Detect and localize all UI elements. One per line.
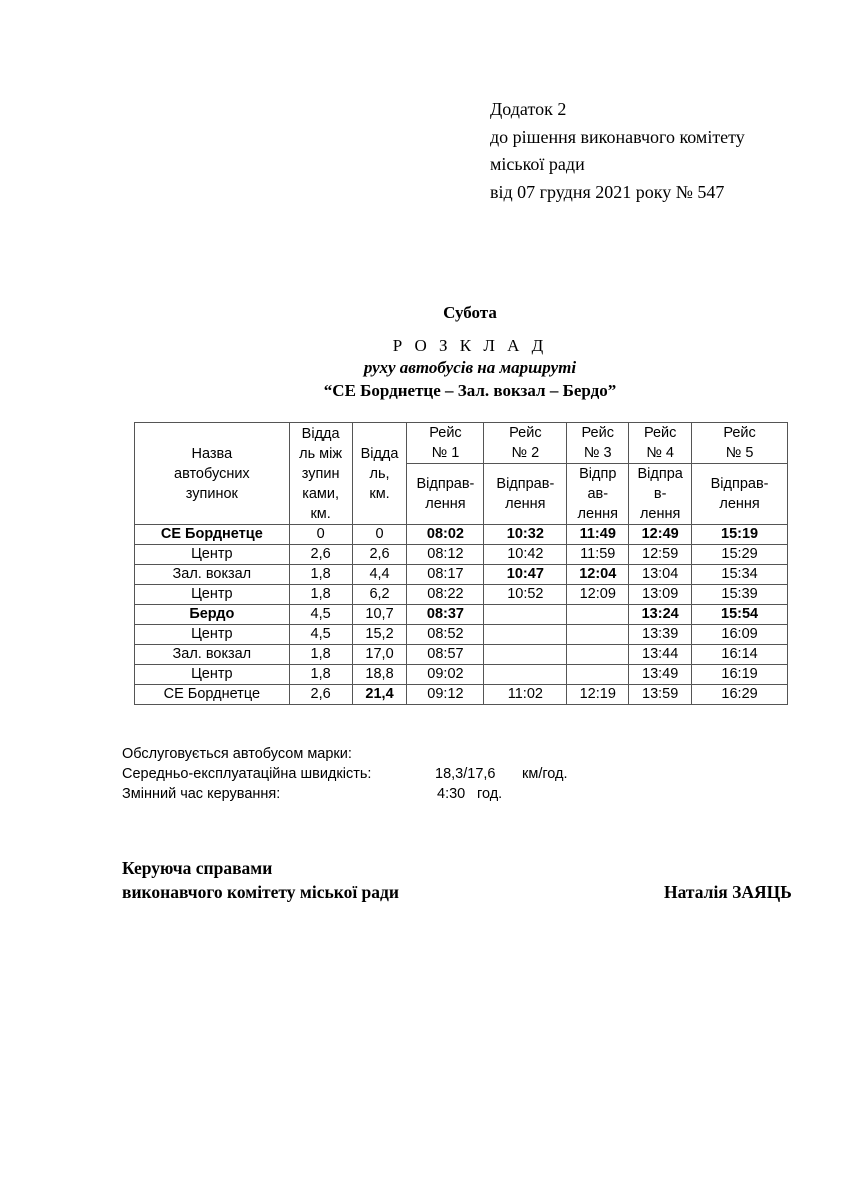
departure-time: 08:57 bbox=[407, 645, 484, 665]
route-name: “СЕ Борднетце – Зал. вокзал – Бердо” bbox=[323, 381, 617, 400]
bus-brand-row bbox=[122, 744, 371, 764]
header-trip-5: Рейс № 5 bbox=[692, 423, 788, 464]
departure-time: 15:19 bbox=[692, 525, 788, 545]
departure-time bbox=[484, 645, 567, 665]
departure-time: 13:04 bbox=[629, 565, 692, 585]
distance-total: 2,6 bbox=[352, 545, 407, 565]
header-distance-between: Відда ль між зупин ками, км. bbox=[289, 423, 352, 525]
departure-time bbox=[567, 625, 629, 645]
distance-total: 17,0 bbox=[352, 645, 407, 665]
departure-time bbox=[484, 625, 567, 645]
distance-between: 1,8 bbox=[289, 665, 352, 685]
distance-total: 6,2 bbox=[352, 585, 407, 605]
departure-time: 15:29 bbox=[692, 545, 788, 565]
distance-between: 1,8 bbox=[289, 565, 352, 585]
departure-time: 15:39 bbox=[692, 585, 788, 605]
departure-time: 13:44 bbox=[629, 645, 692, 665]
departure-time bbox=[484, 665, 567, 685]
speed-row bbox=[122, 764, 568, 784]
distance-total: 4,4 bbox=[352, 565, 407, 585]
shift-value: 4:30 bbox=[437, 786, 466, 802]
header-departure-4: Відпра в- лення bbox=[629, 464, 692, 525]
departure-time: 08:52 bbox=[407, 625, 484, 645]
schedule-subtitle: руху автобусів на маршруті bbox=[363, 358, 577, 377]
departure-time: 10:52 bbox=[484, 585, 567, 605]
stop-name: Центр bbox=[135, 585, 290, 605]
departure-time: 16:14 bbox=[692, 645, 788, 665]
service-info bbox=[122, 744, 568, 804]
table-row bbox=[135, 625, 788, 645]
annex-council: міської ради bbox=[490, 154, 585, 174]
departure-time bbox=[567, 605, 629, 625]
departure-time: 10:32 bbox=[484, 525, 567, 545]
header-departure-3: Відпр ав- лення bbox=[567, 464, 629, 525]
distance-between: 4,5 bbox=[289, 605, 352, 625]
departure-time bbox=[567, 665, 629, 685]
stop-name: Центр bbox=[135, 665, 290, 685]
schedule-title: Р О З К Л А Д bbox=[392, 336, 548, 355]
departure-time: 08:22 bbox=[407, 585, 484, 605]
table-row bbox=[135, 605, 788, 625]
stop-name: Зал. вокзал bbox=[135, 645, 290, 665]
departure-time: 08:37 bbox=[407, 605, 484, 625]
departure-time: 10:47 bbox=[484, 565, 567, 585]
table-row bbox=[135, 685, 788, 705]
departure-time: 11:59 bbox=[567, 545, 629, 565]
departure-time: 08:02 bbox=[407, 525, 484, 545]
header-departure-1: Відправ- лення bbox=[407, 464, 484, 525]
departure-time: 12:09 bbox=[567, 585, 629, 605]
annex-decision: до рішення виконавчого комітету bbox=[490, 126, 745, 147]
header-departure-5: Відправ- лення bbox=[692, 464, 788, 525]
distance-between: 1,8 bbox=[289, 645, 352, 665]
day-title: Субота bbox=[443, 303, 497, 322]
table-row bbox=[135, 645, 788, 665]
departure-time: 12:59 bbox=[629, 545, 692, 565]
distance-between: 2,6 bbox=[289, 545, 352, 565]
table-row bbox=[135, 565, 788, 585]
departure-time bbox=[567, 645, 629, 665]
departure-time: 11:49 bbox=[567, 525, 629, 545]
distance-total: 0 bbox=[352, 525, 407, 545]
header-trip-3: Рейс № 3 bbox=[567, 423, 629, 464]
stop-name: СЕ Борднетце bbox=[135, 685, 290, 705]
speed-unit: км/год. bbox=[522, 766, 568, 782]
timetable bbox=[134, 422, 788, 705]
distance-total: 10,7 bbox=[352, 605, 407, 625]
departure-time: 09:02 bbox=[407, 665, 484, 685]
signature-organization: виконавчого комітету міської ради bbox=[122, 882, 399, 902]
departure-time: 15:34 bbox=[692, 565, 788, 585]
shift-unit: год. bbox=[477, 786, 503, 802]
distance-between: 2,6 bbox=[289, 685, 352, 705]
departure-time: 13:59 bbox=[629, 685, 692, 705]
header-stop-name: Назва автобусних зупинок bbox=[135, 423, 290, 525]
annex-block bbox=[490, 96, 745, 206]
annex-number: Додаток 2 bbox=[490, 99, 567, 119]
table-row bbox=[135, 525, 788, 545]
departure-time: 13:49 bbox=[629, 665, 692, 685]
shift-label: Змінний час керування: bbox=[122, 786, 281, 802]
distance-total: 18,8 bbox=[352, 665, 407, 685]
departure-time: 13:09 bbox=[629, 585, 692, 605]
departure-time bbox=[484, 605, 567, 625]
stop-name: Центр bbox=[135, 625, 290, 645]
table-row bbox=[135, 665, 788, 685]
distance-between: 4,5 bbox=[289, 625, 352, 645]
header-departure-2: Відправ- лення bbox=[484, 464, 567, 525]
distance-total: 15,2 bbox=[352, 625, 407, 645]
departure-time: 12:49 bbox=[629, 525, 692, 545]
departure-time: 11:02 bbox=[484, 685, 567, 705]
departure-time: 13:39 bbox=[629, 625, 692, 645]
speed-value: 18,3/17,6 bbox=[435, 766, 496, 782]
departure-time: 15:54 bbox=[692, 605, 788, 625]
stop-name: Зал. вокзал bbox=[135, 565, 290, 585]
departure-time: 12:04 bbox=[567, 565, 629, 585]
signature-position: Керуюча справами bbox=[122, 858, 273, 878]
distance-total: 21,4 bbox=[352, 685, 407, 705]
departure-time: 16:29 bbox=[692, 685, 788, 705]
distance-between: 1,8 bbox=[289, 585, 352, 605]
header-trip-4: Рейс № 4 bbox=[629, 423, 692, 464]
header-distance-total: Відда ль, км. bbox=[352, 423, 407, 525]
departure-time: 12:19 bbox=[567, 685, 629, 705]
stop-name: СЕ Борднетце bbox=[135, 525, 290, 545]
table-row bbox=[135, 585, 788, 605]
table-row bbox=[135, 545, 788, 565]
departure-time: 16:19 bbox=[692, 665, 788, 685]
distance-between: 0 bbox=[289, 525, 352, 545]
departure-time: 08:17 bbox=[407, 565, 484, 585]
signature-title bbox=[122, 856, 399, 904]
bus-brand-label: Обслуговується автобусом марки: bbox=[122, 746, 352, 762]
departure-time: 16:09 bbox=[692, 625, 788, 645]
departure-time: 08:12 bbox=[407, 545, 484, 565]
departure-time: 13:24 bbox=[629, 605, 692, 625]
header-trip-1: Рейс № 1 bbox=[407, 423, 484, 464]
departure-time: 10:42 bbox=[484, 545, 567, 565]
stop-name: Центр bbox=[135, 545, 290, 565]
header-trip-2: Рейс № 2 bbox=[484, 423, 567, 464]
signer-name: Наталія ЗАЯЦЬ bbox=[664, 882, 792, 902]
speed-label: Середньо-експлуатаційна швидкість: bbox=[122, 766, 372, 782]
departure-time: 09:12 bbox=[407, 685, 484, 705]
stop-name: Бердо bbox=[135, 605, 290, 625]
shift-row bbox=[122, 784, 503, 804]
annex-date: від 07 грудня 2021 року № 547 bbox=[490, 181, 725, 202]
